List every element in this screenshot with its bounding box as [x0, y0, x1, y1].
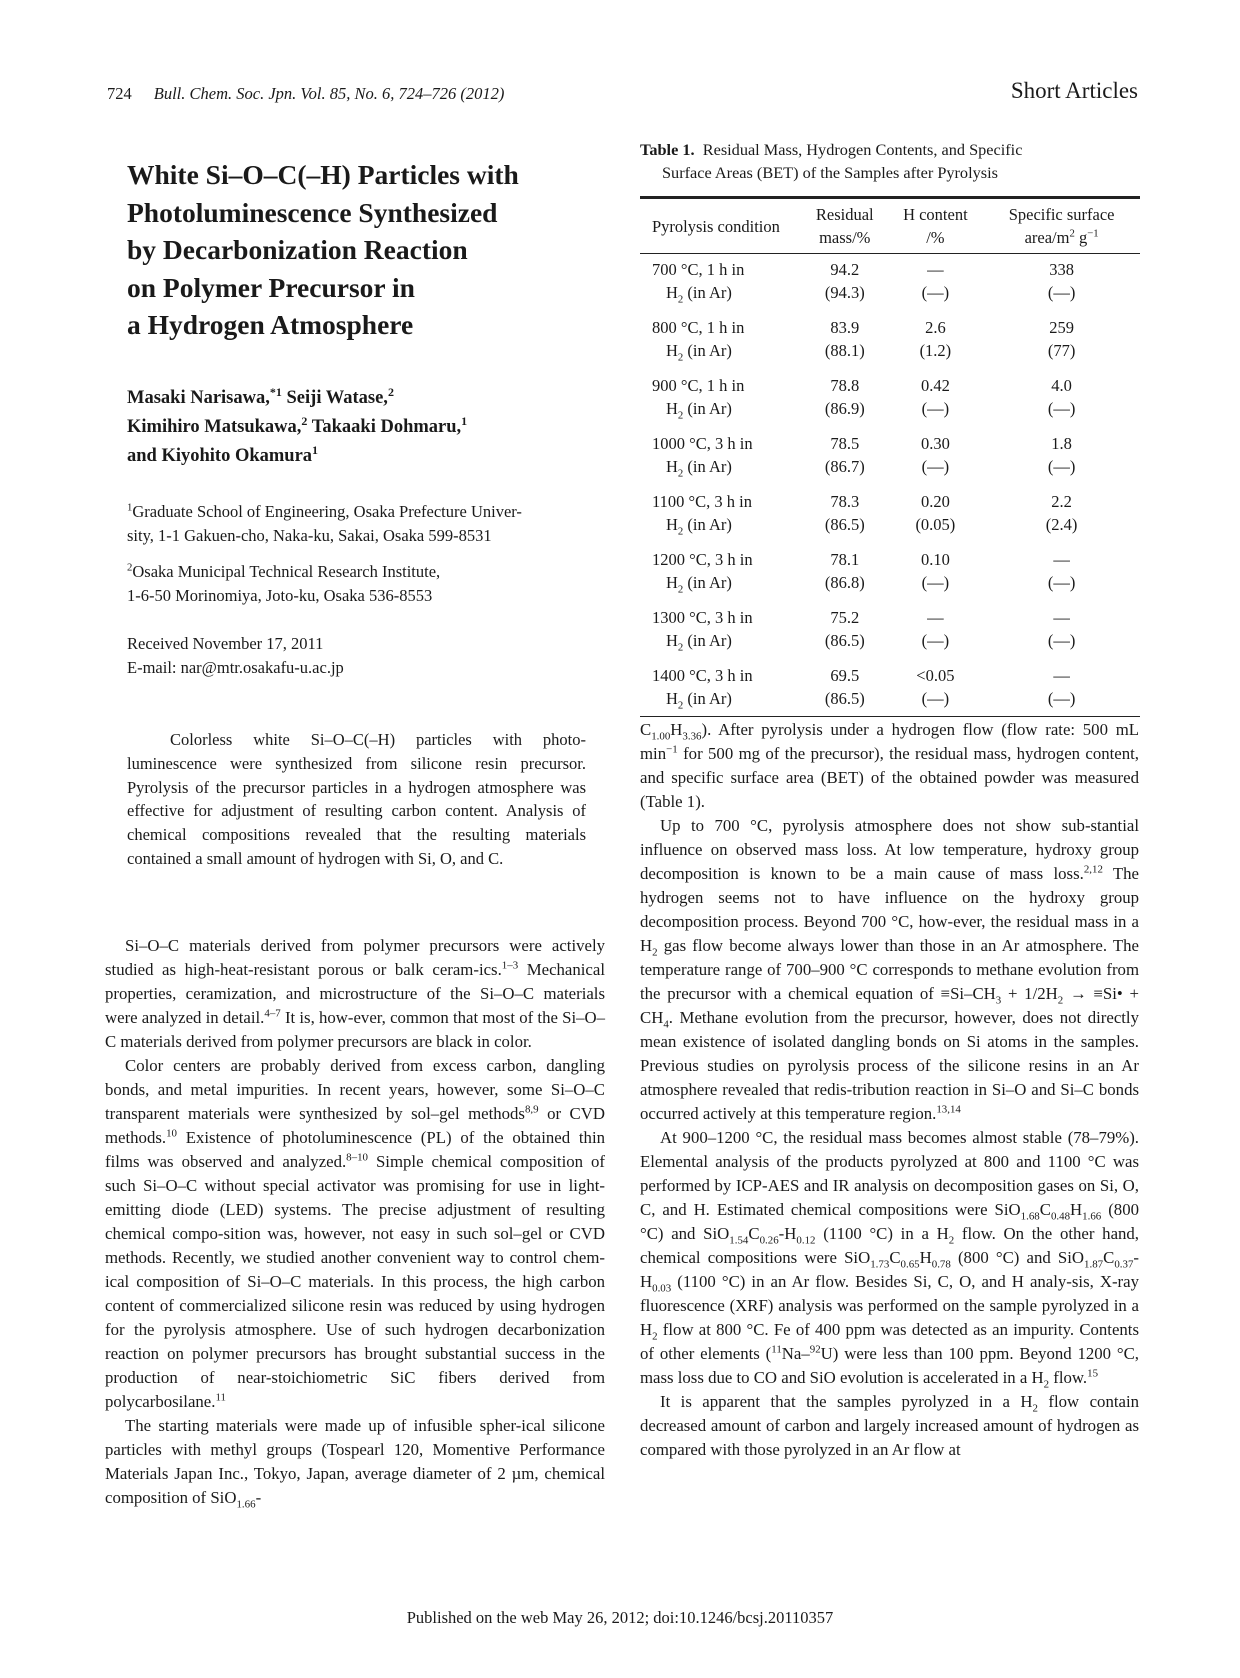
column-header: Pyrolysis condition: [640, 198, 802, 254]
cell-surface-area: 4.0 (—): [1047, 376, 1076, 418]
cell-condition: 900 °C, 1 h in $H_2$ (in Ar): [652, 376, 745, 422]
author-mark: 2: [301, 413, 308, 428]
citation-ref: 15: [1087, 1367, 1099, 1380]
cell-mass: 75.2 (86.5): [824, 608, 865, 650]
body-paragraph: At 900–1200 °C, the residual mass becomes almost stable (78–79%). Elemental analysis of the products pyrolyzed at 800 and 1100 °C was performed by ICP-AES and IR analysis on decomposition gases on Si, O, C, and H. Estimated chemical compositions were $SiO_{1.68}C_{0.48}H_{1.66}$ (800 °C) and $SiO_{1.54}C_{0.26}-H_{0.12}$ (1100 °C) in a $H_2$ flow. On the other hand, chemical compositions were $SiO_{1.73}C_{0.65}H_{0.78}$ (800 °C) and $SiO_{1.87}C_{0.37}-H_{0.03}$ (1100 °C) in an Ar flow. Besides Si, C, O, and H analy-sis, X-ray fluorescence (XRF) analysis was performed on the sample pyrolyzed in a $H_2$ flow at 800 °C. Fe of 400 ppm was detected as an impurity. Contents of other elements ($^{11}$Na–$^{92}$U) were less than 100 ppm. Beyond 1200 °C, mass loss due to CO and SiO evolution is accelerated in a $H_2$ flow.$^{15}$: [640, 1128, 1139, 1391]
abstract: Colorless white Si–O–C(–H) particles with photo-luminescence were synthesized from silicone resin precursor. Pyrolysis of the precursor particles in a hydrogen atmosphere was effective for adjustment of resulting carbon content. Analysis of chemical compositions revealed that the resulting materials contained a small amount of hydrogen with Si, O, and C.: [127, 730, 586, 868]
citation-ref: 10: [166, 1127, 177, 1140]
citation-ref: 1–3: [501, 959, 519, 972]
results-table: [640, 196, 1140, 717]
table-row: [640, 542, 1140, 600]
title-line: by Decarbonization Reaction: [127, 234, 468, 265]
cell-mass: 94.2 (94.3): [824, 260, 865, 302]
table-row: [640, 600, 1140, 658]
column-header: H content /%: [888, 198, 984, 254]
column-header: Specific surface area/$m^2$ $g^{-1}$: [983, 198, 1140, 254]
body-paragraph: Si–O–C materials derived from polymer precursors were actively studied as high-heat-resistant porous or balk ceram-ics.$^{1-3}$ Mechanical properties, ceramization, and microstructure of the Si–O–C materials were analyzed in detail.$^{4-7}$ It is, how-ever, common that most of the Si–O–C materials derived from polymer precursors are black in color.: [105, 936, 606, 1051]
cell-hydrogen: <0.05 (—): [888, 658, 984, 717]
body-paragraph: Color centers are probably derived from excess carbon, dangling bonds, and metal impurities. In recent years, however, some Si–O–C transparent materials were synthesized by sol–gel methods$^{8,9}$ or CVD methods.$^{10}$ Existence of photoluminescence (PL) of the obtained thin films was observed and analyzed.$^{8-10}$ Simple chemical composition of such Si–O–C without special activator was promising for use in light-emitting diode (LED) systems. The precise adjustment of resulting chemical compo-sition was, however, not easy in such sol–gel or CVD methods. Recently, we studied another convenient way to control chem-ical composition of Si–O–C materials. In this process, the high carbon content of commercialized silicone resin was reduced by using hydrogen for the pyrolysis atmosphere. Use of such hydrogen decarbonization reaction on polymer precursors has brought substantial success in the production of near-stoichiometric SiC fibers derived from polycarbosilane.$^{11}$: [105, 1056, 605, 1411]
citation-ref: 8–10: [346, 1151, 368, 1164]
cell-surface-area: 338 (—): [1047, 260, 1076, 302]
right-column-body: [640, 718, 1139, 1462]
table-row: [640, 426, 1140, 484]
affiliation-text: 1-6-50 Morinomiya, Joto-ku, Osaka 536-8553: [127, 586, 433, 605]
author: Masaki Narisawa,: [127, 388, 270, 408]
caption-text: Residual Mass, Hydrogen Contents, and Specific: [702, 140, 1023, 159]
cell-hydrogen: — (—): [921, 260, 950, 302]
page-number: 724: [107, 84, 132, 103]
citation-ref: 4–7: [264, 1007, 281, 1020]
left-column-body: [105, 934, 605, 1510]
author: Kimihiro Matsukawa,: [127, 417, 302, 437]
author: and Kiyohito Okamura: [127, 446, 313, 466]
running-header: [107, 84, 504, 104]
cell-hydrogen: — (—): [921, 608, 950, 650]
table-row: [640, 484, 1140, 542]
title-line: a Hydrogen Atmosphere: [127, 309, 414, 340]
cell-condition: 800 °C, 1 h in $H_2$ (in Ar): [652, 318, 745, 364]
author: Takaaki Dohmaru,: [311, 417, 462, 437]
cell-mass: 78.1 (86.8): [824, 550, 865, 592]
table-row: [640, 368, 1140, 426]
journal-citation: Bull. Chem. Soc. Jpn. Vol. 85, No. 6, 724–726 (2012): [153, 84, 505, 103]
table-row: [640, 658, 1140, 717]
cell-condition: 1100 °C, 3 h in $H_2$ (in Ar): [652, 492, 752, 538]
cell-mass: 78.3 (86.5): [824, 492, 865, 534]
citation-ref: 2,12: [1083, 863, 1103, 876]
title-line: Photoluminescence Synthesized: [127, 196, 498, 228]
cell-hydrogen: 0.30 (—): [920, 434, 950, 476]
affiliation-mark: 2: [127, 561, 133, 574]
cell-condition: 1300 °C, 3 h in $H_2$ (in Ar): [652, 608, 753, 654]
cell-hydrogen: 2.6 (1.2): [919, 318, 952, 360]
received-date: Received November 17, 2011: [127, 634, 324, 653]
body-paragraph: It is apparent that the samples pyrolyzed in a $H_2$ flow contain decreased amount of carbon and largely increased amount of hydrogen as compared with those pyrolyzed in an Ar flow at: [640, 1392, 1139, 1459]
cell-mass: 78.5 (86.7): [824, 434, 865, 476]
article-title: [127, 156, 567, 344]
table-label: Table 1.: [640, 140, 695, 159]
table-row: [640, 310, 1140, 368]
citation-ref: 13,14: [936, 1103, 961, 1116]
cell-mass: 83.9 (88.1): [824, 318, 865, 360]
table-caption: [640, 138, 1140, 184]
author-list: [127, 384, 607, 471]
body-paragraph: Up to 700 °C, pyrolysis atmosphere does not show sub-stantial influence on observed mass loss. At low temperature, hydroxy group decomposition is known to be a main cause of mass loss.$^{2,12}$ The hydrogen seems not to have influence on the hydroxy group decomposition process. Beyond 700 °C, how-ever, the residual mass in a $H_2$ gas flow become always lower than those in an Ar atmosphere. The temperature range of 700–900 °C corresponds to methane evolution from the precursor with a chemical equation of $\equiv Si-CH_3 + 1/2H_2$ → ≡Si• + $CH_4$. Methane evolution from the precursor, however, does not directly mean existence of isolated dangling bonds on Si atoms in the samples. Previous studies on pyrolysis process of the silicone resins in an Ar atmosphere revealed that redis-tribution reaction in Si–O and Si–C bonds occurred actively at this temperature region.$^{13,14}$: [640, 816, 1140, 1123]
cell-mass: 69.5 (86.5): [802, 658, 888, 717]
author-mark: *1: [269, 384, 282, 399]
cell-condition: 700 °C, 1 h in $H_2$ (in Ar): [652, 260, 745, 306]
received-info: [127, 632, 597, 680]
cell-condition: 1200 °C, 3 h in $H_2$ (in Ar): [652, 550, 753, 596]
body-paragraph: $C_{1.00}H_{3.36}$). After pyrolysis under a hydrogen flow (flow rate: 500 mL $\min^{-1}$ for 500 mg of the precursor), the residual mass, hydrogen content, and specific surface area (BET) of the obtained powder was measured (Table 1).: [640, 720, 1139, 811]
author-mark: 2: [387, 384, 394, 399]
cell-condition: 1400 °C, 3 h in $H_2$ (in Ar): [640, 658, 802, 717]
cell-hydrogen: 0.42 (—): [920, 376, 950, 418]
caption-text: Surface Areas (BET) of the Samples after Pyrolysis: [662, 163, 998, 182]
affiliation-text: Graduate School of Engineering, Osaka Prefecture Univer-: [132, 502, 522, 521]
affiliation-1: [127, 500, 597, 548]
cell-surface-area: — (—): [1047, 608, 1076, 650]
cell-surface-area: 2.2 (2.4): [1045, 492, 1078, 534]
page-footer: Published on the web May 26, 2012; doi:10.1246/bcsj.20110357: [406, 1608, 834, 1627]
citation-ref: 11: [215, 1391, 226, 1404]
cell-hydrogen: 0.10 (—): [920, 550, 950, 592]
author-mark: 1: [461, 413, 468, 428]
table-row: [640, 254, 1140, 311]
affiliation-mark: 1: [127, 501, 133, 514]
cell-mass: 78.8 (86.9): [824, 376, 865, 418]
section-label: Short Articles: [1010, 78, 1138, 103]
cell-condition: 1000 °C, 3 h in $H_2$ (in Ar): [652, 434, 753, 480]
cell-hydrogen: 0.20 (0.05): [915, 492, 956, 534]
contact-email[interactable]: E-mail: nar@mtr.osakafu-u.ac.jp: [127, 658, 344, 677]
affiliation-2: [127, 560, 597, 608]
table-header-row: [640, 198, 1140, 254]
cell-surface-area: 1.8 (—): [1047, 434, 1076, 476]
author-mark: 1: [312, 442, 319, 457]
cell-surface-area: — (—): [983, 658, 1140, 717]
title-line: White Si–O–C(–H) Particles with: [127, 159, 519, 190]
author: Seiji Watase,: [286, 388, 388, 408]
citation-ref: 8,9: [524, 1103, 539, 1116]
title-line: on Polymer Precursor in: [127, 271, 415, 303]
column-header: Residual mass/%: [802, 198, 888, 254]
cell-surface-area: 259 (77): [1047, 318, 1076, 360]
body-paragraph: The starting materials were made up of infusible spher-ical silicone particles with methyl groups (Tospearl 120, Momentive Performance Materials Japan Inc., Tokyo, Japan, average diameter of 2 µm, chemical composition of SiO$_{1.66}$-: [105, 1416, 605, 1511]
cell-surface-area: — (—): [1047, 550, 1076, 592]
affiliation-text: sity, 1-1 Gakuen-cho, Naka-ku, Sakai, Osaka 599-8531: [127, 526, 492, 545]
affiliation-text: Osaka Municipal Technical Research Institute,: [132, 562, 441, 581]
